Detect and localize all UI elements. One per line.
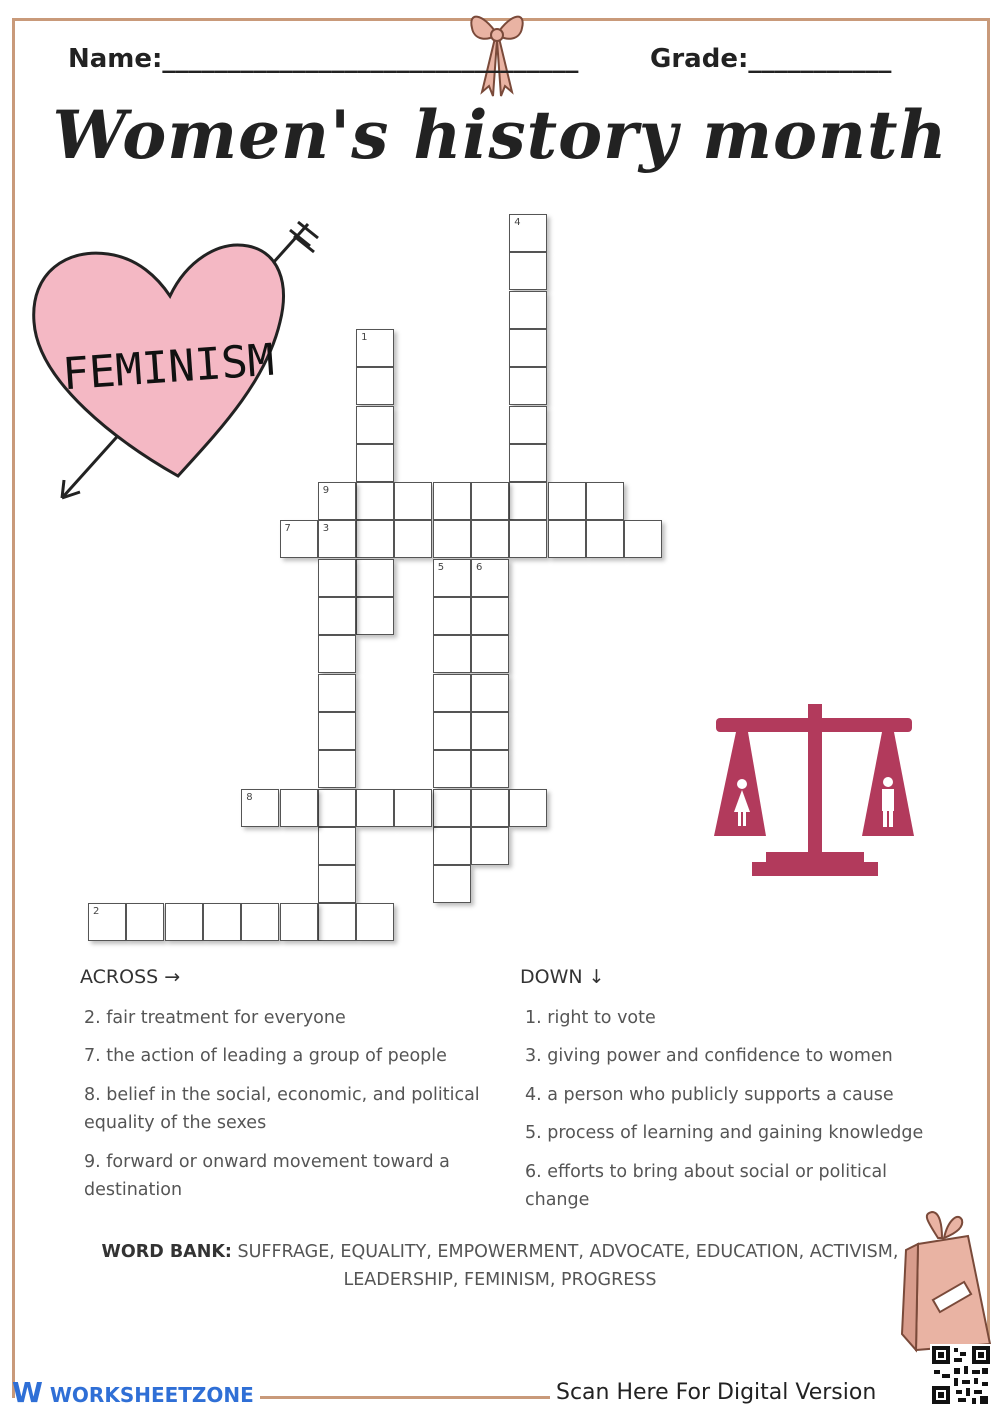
crossword-cell[interactable] [471,827,509,865]
equality-scale-image [706,704,922,880]
crossword-cell[interactable] [356,903,394,941]
crossword-cell[interactable] [356,482,394,520]
crossword-cell[interactable] [433,750,471,788]
crossword-cell[interactable] [471,712,509,750]
heart-label: FEMINISM [60,334,276,401]
crossword-cell[interactable] [126,903,164,941]
crossword-cell[interactable] [548,482,586,520]
word-bank-words: SUFFRAGE, EQUALITY, EMPOWERMENT, ADVOCATE, EDUCATION, ACTIVISM, LEADERSHIP, FEMINISM, PROGRESS [237,1242,899,1290]
crossword-cell[interactable] [471,482,509,520]
grade-field[interactable]: Grade:___________ [650,44,892,74]
page-border-right [987,18,990,1348]
crossword-cell[interactable] [433,789,471,827]
crossword-cell[interactable] [318,827,356,865]
crossword-cell[interactable] [471,597,509,635]
crossword-cell[interactable] [318,674,356,712]
name-field[interactable]: Name:________________________________ [68,44,579,74]
word-bank [100,1238,900,1294]
crossword-cell[interactable] [471,750,509,788]
across-clue: 9. forward or onward movement toward a destination [84,1152,450,1200]
crossword-cell[interactable] [509,520,547,558]
crossword-cell[interactable] [318,903,356,941]
clue-number: 7 [284,523,291,535]
crossword-cell[interactable] [318,712,356,750]
logo-w-mark: W [12,1376,43,1409]
crossword-cell[interactable] [356,597,394,635]
clue-number: 2 [93,906,100,918]
down-heading: DOWN ↓ [520,966,605,988]
across-clue: 8. belief in the social, economic, and political equality of the sexes [84,1085,480,1133]
page-border-left [12,18,15,1398]
crossword-cell[interactable] [203,903,241,941]
down-clue: 3. giving power and confidence to women [525,1046,893,1066]
crossword-cell[interactable] [433,635,471,673]
crossword-cell[interactable] [318,750,356,788]
across-clue: 2. fair treatment for everyone [84,1008,346,1028]
crossword-cell[interactable] [433,712,471,750]
crossword-cell[interactable] [356,520,394,558]
across-heading: ACROSS → [80,966,181,988]
word-bank-label: WORD BANK: [101,1242,232,1262]
across-clue: 7. the action of leading a group of people [84,1046,447,1066]
crossword-cell[interactable] [433,674,471,712]
crossword-cell[interactable] [165,903,203,941]
crossword-cell[interactable] [356,444,394,482]
scan-text: Scan Here For Digital Version [556,1380,877,1405]
crossword-cell[interactable] [356,789,394,827]
crossword-cell[interactable] [318,865,356,903]
crossword-cell[interactable] [356,406,394,444]
logo-text: WORKSHEETZONE [49,1383,254,1407]
clue-number: 6 [476,561,483,573]
down-clue: 4. a person who publicly supports a cause [525,1085,894,1105]
down-clue: 6. efforts to bring about social or political change [525,1162,888,1210]
down-clue: 5. process of learning and gaining knowledge [525,1123,924,1143]
crossword-cell[interactable] [509,252,547,290]
crossword-cell[interactable] [280,789,318,827]
crossword-cell[interactable] [586,520,624,558]
clue-number: 1 [361,331,368,343]
crossword-cell[interactable] [394,520,432,558]
crossword-cell[interactable] [433,482,471,520]
crossword-cell[interactable] [280,903,318,941]
crossword-cell[interactable] [356,559,394,597]
crossword-cell[interactable] [318,597,356,635]
crossword-cell[interactable] [471,674,509,712]
crossword-cell[interactable] [509,329,547,367]
crossword-cell[interactable] [509,444,547,482]
crossword-cell[interactable] [394,482,432,520]
page-title: Women's history month [52,96,948,174]
crossword-cell[interactable] [241,903,279,941]
crossword-cell[interactable] [509,789,547,827]
clue-number: 5 [437,561,445,573]
crossword-cell[interactable] [433,827,471,865]
crossword-cell[interactable] [471,635,509,673]
crossword-cell[interactable] [433,865,471,903]
crossword-cell[interactable] [548,520,586,558]
feminism-heart-image [28,212,328,512]
down-clue: 1. right to vote [525,1008,656,1028]
clue-number: 9 [322,485,330,497]
gift-bag-icon [898,1204,994,1354]
crossword-cell[interactable] [471,789,509,827]
crossword-cell[interactable] [509,291,547,329]
crossword-cell[interactable] [433,597,471,635]
crossword-cell[interactable] [471,520,509,558]
clue-number: 4 [514,217,521,228]
crossword-cell[interactable] [394,789,432,827]
clue-number: 3 [322,523,330,535]
worksheetzone-logo[interactable] [12,1376,254,1409]
crossword-cell[interactable] [433,520,471,558]
page-border-bottom [260,1396,550,1399]
qr-code-icon[interactable] [930,1344,992,1406]
crossword-cell[interactable] [509,482,547,520]
crossword-cell[interactable] [318,559,356,597]
clue-number: 8 [246,791,253,803]
crossword-cell[interactable] [356,367,394,405]
crossword-cell[interactable] [509,367,547,405]
crossword-cell[interactable] [318,635,356,673]
crossword-cell[interactable] [318,789,356,827]
crossword-cell[interactable] [586,482,624,520]
crossword-cell[interactable] [509,406,547,444]
crossword-cell[interactable] [624,520,662,558]
